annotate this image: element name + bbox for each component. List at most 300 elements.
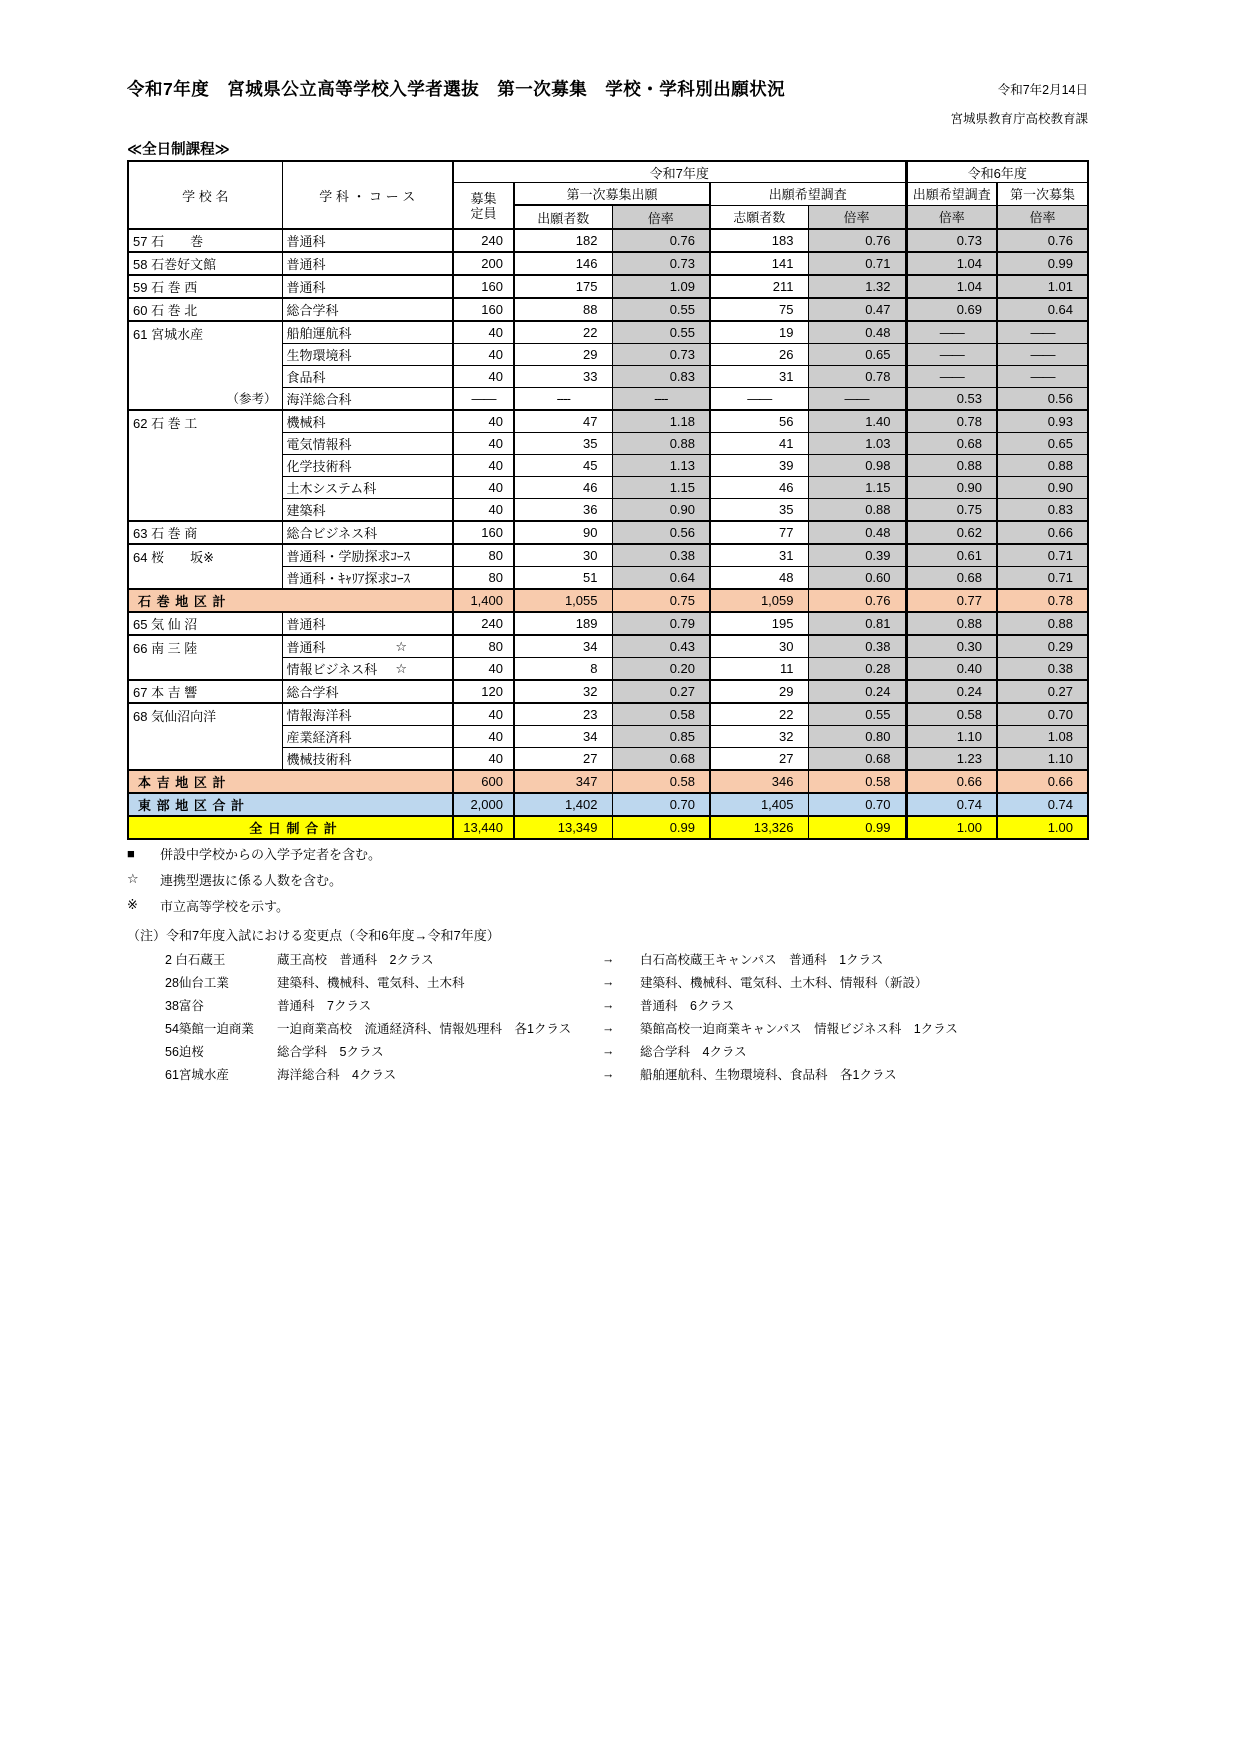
capacity-cell: 40 [453, 499, 514, 522]
change-before: 蔵王高校 普通科 2クラス [277, 952, 434, 967]
r6-first-ratio-cell: 1.01 [997, 275, 1088, 298]
table-row [128, 589, 1088, 612]
department-name: 船舶運航科 [286, 326, 352, 341]
department-cell [282, 635, 453, 658]
ratio-cell: 1.13 [612, 455, 710, 477]
school-name: 61 宮城水産 [133, 327, 204, 342]
ratio-cell: 0.99 [612, 816, 710, 839]
arrow-icon: → [602, 1066, 615, 1081]
survey-applicants-cell: 346 [710, 770, 808, 793]
department-cell [282, 275, 453, 298]
survey-ratio-cell: 0.78 [808, 366, 906, 388]
survey-applicants-cell: 29 [710, 680, 808, 703]
capacity-cell: 160 [453, 521, 514, 544]
survey-ratio-cell: 1.03 [808, 433, 906, 455]
survey-applicants-cell: 11 [710, 658, 808, 681]
change-school-label: 28仙台工業 [165, 975, 229, 990]
capacity-cell: 40 [453, 321, 514, 344]
ratio-cell: 0.64 [612, 567, 710, 590]
survey-ratio-cell: 0.55 [808, 703, 906, 726]
r6-first-ratio-cell: 0.66 [997, 770, 1088, 793]
ratio-cell: 0.58 [612, 703, 710, 726]
department-cell [282, 748, 453, 771]
capacity-cell: 80 [453, 567, 514, 590]
department-name: 産業経済科 [286, 730, 352, 745]
ratio-cell: 0.73 [612, 252, 710, 275]
applicants-cell: 347 [514, 770, 612, 793]
department-cell [282, 612, 453, 635]
survey-ratio-cell: 0.76 [808, 229, 906, 252]
department-cell [282, 499, 453, 522]
change-before: 総合学科 5クラス [277, 1044, 384, 1059]
department-name: 電気情報科 [286, 437, 352, 452]
applicants-cell: 27 [514, 748, 612, 771]
r6-first-ratio-cell: 0.90 [997, 477, 1088, 499]
r6-survey-ratio-cell: 0.73 [906, 229, 997, 252]
change-school-label: 61宮城水産 [165, 1067, 229, 1082]
department-cell [282, 726, 453, 748]
table-row [128, 680, 1088, 703]
school-name-cell [128, 521, 282, 544]
change-row [165, 970, 958, 993]
change-school-label: 2 白石蔵王 [165, 952, 226, 967]
change-row [165, 1039, 958, 1062]
capacity-cell: 40 [453, 726, 514, 748]
r6-survey-ratio-cell: 0.68 [906, 567, 997, 590]
survey-applicants-cell: 35 [710, 499, 808, 522]
school-name-cell [128, 703, 282, 770]
survey-applicants-cell: 1,059 [710, 589, 808, 612]
survey-applicants-cell: 141 [710, 252, 808, 275]
capacity-cell: 40 [453, 703, 514, 726]
r6-first-ratio-cell: 1.00 [997, 816, 1088, 839]
r6-survey-ratio-cell: 0.53 [906, 388, 997, 411]
ratio-cell: 0.73 [612, 344, 710, 366]
arrow-icon: → [602, 1043, 615, 1058]
table-row [128, 229, 1088, 252]
col-header-applicants: 出願者数 [514, 205, 612, 229]
change-after: 築館高校一迫商業キャンパス 情報ビジネス科 1クラス [640, 1021, 958, 1036]
survey-ratio-cell: 0.38 [808, 635, 906, 658]
change-after: 総合学科 4クラス [640, 1044, 747, 1059]
survey-applicants-cell: 13,326 [710, 816, 808, 839]
r6-first-ratio-cell: ―― [997, 366, 1088, 388]
col-header-r6-survey: 出願希望調査 [906, 183, 997, 206]
arrow-icon: → [602, 951, 615, 966]
note-symbol: ☆ [127, 871, 139, 886]
department-name: 建築科 [286, 503, 326, 518]
table-row [128, 635, 1088, 658]
r6-survey-ratio-cell: 1.23 [906, 748, 997, 771]
capacity-cell: 40 [453, 748, 514, 771]
department-name: 生物環境科 [286, 348, 352, 363]
r6-first-ratio-cell: 0.27 [997, 680, 1088, 703]
survey-ratio-cell: 0.76 [808, 589, 906, 612]
change-after: 建築科、機械科、電気科、土木科、情報科（新設） [640, 975, 928, 990]
change-row [165, 993, 958, 1016]
star-icon: ☆ [395, 660, 407, 676]
department-name: 普通科 [286, 617, 326, 632]
table-row [128, 703, 1088, 726]
capacity-cell: 40 [453, 410, 514, 433]
department-name: 情報ビジネス科 [286, 662, 378, 677]
col-header-dept: 学 科 ・ コ ー ス [282, 161, 453, 229]
school-name-cell [128, 544, 282, 589]
r6-survey-ratio-cell: 0.90 [906, 477, 997, 499]
r6-survey-ratio-cell: 0.69 [906, 298, 997, 321]
school-name: 68 気仙沼向洋 [133, 709, 217, 724]
capacity-cell: 80 [453, 635, 514, 658]
r6-survey-ratio-cell: 0.88 [906, 455, 997, 477]
school-name-cell [128, 298, 282, 321]
applicants-cell: 32 [514, 680, 612, 703]
col-header-ratio-4: 倍率 [997, 205, 1088, 229]
survey-ratio-cell: 0.47 [808, 298, 906, 321]
r6-survey-ratio-cell: 0.78 [906, 410, 997, 433]
applicants-cell: 29 [514, 344, 612, 366]
survey-ratio-cell: 0.48 [808, 521, 906, 544]
school-name-cell [128, 612, 282, 635]
department-cell [282, 252, 453, 275]
survey-ratio-cell: 0.88 [808, 499, 906, 522]
department-cell [282, 433, 453, 455]
r6-first-ratio-cell: 0.76 [997, 229, 1088, 252]
note-text: 連携型選抜に係る人数を含む。 [160, 872, 343, 888]
school-name-cell [128, 275, 282, 298]
note-symbol: ※ [127, 897, 138, 912]
applicants-cell: 45 [514, 455, 612, 477]
applicants-cell: 34 [514, 726, 612, 748]
department-cell [282, 388, 453, 411]
change-after: 船舶運航科、生物環境科、食品科 各1クラス [640, 1067, 897, 1082]
applicants-cell: 33 [514, 366, 612, 388]
ratio-cell: 0.85 [612, 726, 710, 748]
r6-survey-ratio-cell: 0.88 [906, 612, 997, 635]
page-title: 令和7年度 宮城県公立高等学校入学者選抜 第一次募集 学校・学科別出願状況 [127, 79, 786, 99]
department-cell [282, 477, 453, 499]
survey-ratio-cell: 0.28 [808, 658, 906, 681]
r6-first-ratio-cell: 0.64 [997, 298, 1088, 321]
change-school-label: 38富谷 [165, 998, 204, 1013]
capacity-cell: 240 [453, 229, 514, 252]
r6-survey-ratio-cell: ―― [906, 366, 997, 388]
survey-applicants-cell: 41 [710, 433, 808, 455]
department-cell [282, 680, 453, 703]
capacity-cell: 40 [453, 477, 514, 499]
applicants-cell: 46 [514, 477, 612, 499]
change-before: 海洋総合科 4クラス [277, 1067, 397, 1082]
change-after: 白石高校蔵王キャンパス 普通科 1クラス [640, 952, 884, 967]
capacity-cell: 13,440 [453, 816, 514, 839]
applicants-cell: 189 [514, 612, 612, 635]
table-row [128, 275, 1088, 298]
total-row-label: 石 巻 地 区 計 [128, 589, 453, 612]
capacity-cell: 240 [453, 612, 514, 635]
ratio-cell: 0.75 [612, 589, 710, 612]
r6-first-ratio-cell: 1.08 [997, 726, 1088, 748]
department-name: 普通科 [286, 234, 326, 249]
department-cell [282, 298, 453, 321]
r6-first-ratio-cell: 0.66 [997, 521, 1088, 544]
survey-ratio-cell: 0.68 [808, 748, 906, 771]
table-row [128, 410, 1088, 433]
department-name: 総合学科 [286, 685, 339, 700]
change-before: 普通科 7クラス [277, 998, 372, 1013]
survey-ratio-cell: 1.15 [808, 477, 906, 499]
department-name: 普通科・学励探求ｺｰｽ [286, 549, 411, 564]
department-cell [282, 544, 453, 567]
department-name: 海洋総合科 [286, 392, 352, 407]
department-cell [282, 366, 453, 388]
ratio-cell: 0.55 [612, 321, 710, 344]
applicants-cell: 30 [514, 544, 612, 567]
col-header-school: 学 校 名 [128, 161, 282, 229]
r6-survey-ratio-cell: 0.62 [906, 521, 997, 544]
ratio-cell: 1.09 [612, 275, 710, 298]
r6-survey-ratio-cell: 0.40 [906, 658, 997, 681]
department-name: 機械科 [286, 415, 326, 430]
changes-header: （注）令和7年度入試における変更点（令和6年度→令和7年度） [127, 927, 500, 943]
capacity-cell: 40 [453, 366, 514, 388]
school-name: 60 石 巻 北 [133, 303, 198, 318]
survey-applicants-cell: 31 [710, 366, 808, 388]
col-header-r7: 令和7年度 [453, 161, 906, 183]
department-name: 総合ビジネス科 [286, 526, 378, 541]
department-name: 情報海洋科 [286, 708, 352, 723]
survey-applicants-cell: 75 [710, 298, 808, 321]
school-name: 59 石 巻 西 [133, 280, 198, 295]
survey-ratio-cell: ―― [808, 388, 906, 411]
survey-ratio-cell: 1.40 [808, 410, 906, 433]
r6-survey-ratio-cell: 1.04 [906, 252, 997, 275]
school-name: 63 石 巻 商 [133, 526, 198, 541]
survey-applicants-cell: 46 [710, 477, 808, 499]
change-row [165, 1016, 958, 1039]
r6-survey-ratio-cell: 1.04 [906, 275, 997, 298]
survey-applicants-cell: 183 [710, 229, 808, 252]
r6-first-ratio-cell: 0.78 [997, 589, 1088, 612]
ratio-cell: 0.58 [612, 770, 710, 793]
department-cell [282, 229, 453, 252]
capacity-cell: ―― [453, 388, 514, 411]
table-row [128, 612, 1088, 635]
survey-applicants-cell: 31 [710, 544, 808, 567]
survey-ratio-cell: 0.81 [808, 612, 906, 635]
r6-survey-ratio-cell: 1.10 [906, 726, 997, 748]
school-name: 62 石 巻 工 [133, 416, 198, 431]
survey-ratio-cell: 0.99 [808, 816, 906, 839]
capacity-cell: 600 [453, 770, 514, 793]
r6-first-ratio-cell: 0.99 [997, 252, 1088, 275]
r6-survey-ratio-cell: 0.75 [906, 499, 997, 522]
department-cell [282, 567, 453, 590]
section-label: ≪全日制課程≫ [127, 142, 230, 158]
capacity-cell: 40 [453, 344, 514, 366]
col-header-r7-first: 第一次募集出願 [514, 183, 710, 206]
school-name-cell [128, 321, 282, 410]
applicants-cell: 146 [514, 252, 612, 275]
r6-first-ratio-cell: ―― [997, 344, 1088, 366]
col-header-r6-first: 第一次募集 [997, 183, 1088, 206]
table-row [128, 816, 1088, 839]
ratio-cell: 0.76 [612, 229, 710, 252]
col-header-r6: 令和6年度 [906, 161, 1088, 183]
survey-ratio-cell: 0.98 [808, 455, 906, 477]
r6-first-ratio-cell: 1.10 [997, 748, 1088, 771]
r6-first-ratio-cell: ―― [997, 321, 1088, 344]
applicants-cell: 88 [514, 298, 612, 321]
survey-applicants-cell: 1,405 [710, 793, 808, 816]
capacity-cell: 160 [453, 298, 514, 321]
ratio-cell: 0.90 [612, 499, 710, 522]
capacity-cell: 200 [453, 252, 514, 275]
applicants-cell: 51 [514, 567, 612, 590]
note-symbol: ■ [127, 845, 135, 861]
school-name-cell [128, 252, 282, 275]
school-name: 64 桜 坂※ [133, 550, 214, 565]
ratio-cell: 0.55 [612, 298, 710, 321]
note-text: 市立高等学校を示す。 [160, 898, 289, 914]
r6-first-ratio-cell: 0.83 [997, 499, 1088, 522]
school-name: 66 南 三 陸 [133, 641, 198, 656]
capacity-cell: 40 [453, 658, 514, 681]
application-status-table [127, 160, 1089, 840]
survey-ratio-cell: 0.39 [808, 544, 906, 567]
r6-first-ratio-cell: 0.93 [997, 410, 1088, 433]
survey-ratio-cell: 0.60 [808, 567, 906, 590]
r6-survey-ratio-cell: 0.68 [906, 433, 997, 455]
arrow-icon: → [602, 1020, 615, 1035]
survey-ratio-cell: 0.65 [808, 344, 906, 366]
r6-survey-ratio-cell: 0.58 [906, 703, 997, 726]
applicants-cell: 1,402 [514, 793, 612, 816]
note-line [127, 892, 958, 918]
survey-applicants-cell: 195 [710, 612, 808, 635]
note-lines [127, 840, 958, 918]
change-school-label: 54築館一迫商業 [165, 1021, 254, 1036]
arrow-icon: → [602, 997, 615, 1012]
applicants-cell: 22 [514, 321, 612, 344]
note-line [127, 840, 958, 866]
total-row-label: 本 吉 地 区 計 [128, 770, 453, 793]
r6-survey-ratio-cell: 1.00 [906, 816, 997, 839]
r6-first-ratio-cell: 0.74 [997, 793, 1088, 816]
note-text: 併設中学校からの入学予定者を含む。 [160, 846, 382, 862]
survey-ratio-cell: 0.71 [808, 252, 906, 275]
ratio-cell: ---- [612, 388, 710, 411]
ratio-cell: 0.70 [612, 793, 710, 816]
r6-first-ratio-cell: 0.38 [997, 658, 1088, 681]
r6-first-ratio-cell: 0.88 [997, 612, 1088, 635]
col-header-ratio-3: 倍率 [906, 205, 997, 229]
survey-ratio-cell: 0.80 [808, 726, 906, 748]
r6-survey-ratio-cell: 0.61 [906, 544, 997, 567]
r6-first-ratio-cell: 0.88 [997, 455, 1088, 477]
table-row [128, 544, 1088, 567]
applicants-cell: 13,349 [514, 816, 612, 839]
school-name-cell [128, 229, 282, 252]
note-line [127, 866, 958, 892]
applicants-cell: 23 [514, 703, 612, 726]
change-row [165, 1062, 958, 1085]
change-school-label: 56迫桜 [165, 1044, 204, 1059]
total-row-label: 全 日 制 合 計 [128, 816, 453, 839]
applicants-cell: 1,055 [514, 589, 612, 612]
col-header-ratio-2: 倍率 [808, 205, 906, 229]
col-header-ratio-1: 倍率 [612, 205, 710, 229]
col-header-capacity [453, 183, 514, 230]
ratio-cell: 1.15 [612, 477, 710, 499]
applicants-cell: 90 [514, 521, 612, 544]
applicants-cell: 35 [514, 433, 612, 455]
reference-note: （参考） [226, 392, 277, 406]
total-row-label: 東 部 地 区 合 計 [128, 793, 453, 816]
survey-ratio-cell: 0.58 [808, 770, 906, 793]
survey-applicants-cell: 27 [710, 748, 808, 771]
ratio-cell: 1.18 [612, 410, 710, 433]
ratio-cell: 0.20 [612, 658, 710, 681]
ratio-cell: 0.56 [612, 521, 710, 544]
capacity-cell: 120 [453, 680, 514, 703]
department-cell [282, 455, 453, 477]
changes-list [165, 947, 958, 1085]
ratio-cell: 0.79 [612, 612, 710, 635]
ratio-cell: 0.68 [612, 748, 710, 771]
survey-applicants-cell: 39 [710, 455, 808, 477]
r6-first-ratio-cell: 0.71 [997, 567, 1088, 590]
capacity-cell: 2,000 [453, 793, 514, 816]
department-cell [282, 703, 453, 726]
r6-first-ratio-cell: 0.71 [997, 544, 1088, 567]
star-icon: ☆ [395, 638, 407, 654]
table-row [128, 298, 1088, 321]
table-row [128, 321, 1088, 344]
department-name: 化学技術科 [286, 459, 352, 474]
department-cell [282, 521, 453, 544]
school-name: 58 石巻好文館 [133, 257, 217, 272]
department-name: 総合学科 [286, 303, 339, 318]
r6-survey-ratio-cell: ―― [906, 344, 997, 366]
survey-applicants-cell: 30 [710, 635, 808, 658]
department-cell [282, 321, 453, 344]
school-name-cell [128, 635, 282, 680]
r6-first-ratio-cell: 0.65 [997, 433, 1088, 455]
survey-applicants-cell: 32 [710, 726, 808, 748]
survey-applicants-cell: ―― [710, 388, 808, 411]
survey-ratio-cell: 0.24 [808, 680, 906, 703]
arrow-icon: → [602, 974, 615, 989]
doc-date: 令和7年2月14日 [997, 83, 1088, 97]
table-row [128, 793, 1088, 816]
doc-meta [950, 80, 1088, 127]
capacity-line1: 募集 [470, 190, 497, 206]
department-cell [282, 344, 453, 366]
survey-ratio-cell: 1.32 [808, 275, 906, 298]
applicants-cell: 34 [514, 635, 612, 658]
school-name: 57 石 巻 [133, 234, 204, 249]
school-name-cell [128, 680, 282, 703]
col-header-survey-applicants: 志願者数 [710, 205, 808, 229]
r6-first-ratio-cell: 0.70 [997, 703, 1088, 726]
school-name: 65 気 仙 沼 [133, 617, 198, 632]
school-name: 67 本 吉 響 [133, 685, 198, 700]
survey-applicants-cell: 56 [710, 410, 808, 433]
r6-first-ratio-cell: 0.56 [997, 388, 1088, 411]
applicants-cell: 182 [514, 229, 612, 252]
footnotes [127, 840, 958, 1085]
table-header [128, 161, 1088, 229]
survey-applicants-cell: 19 [710, 321, 808, 344]
